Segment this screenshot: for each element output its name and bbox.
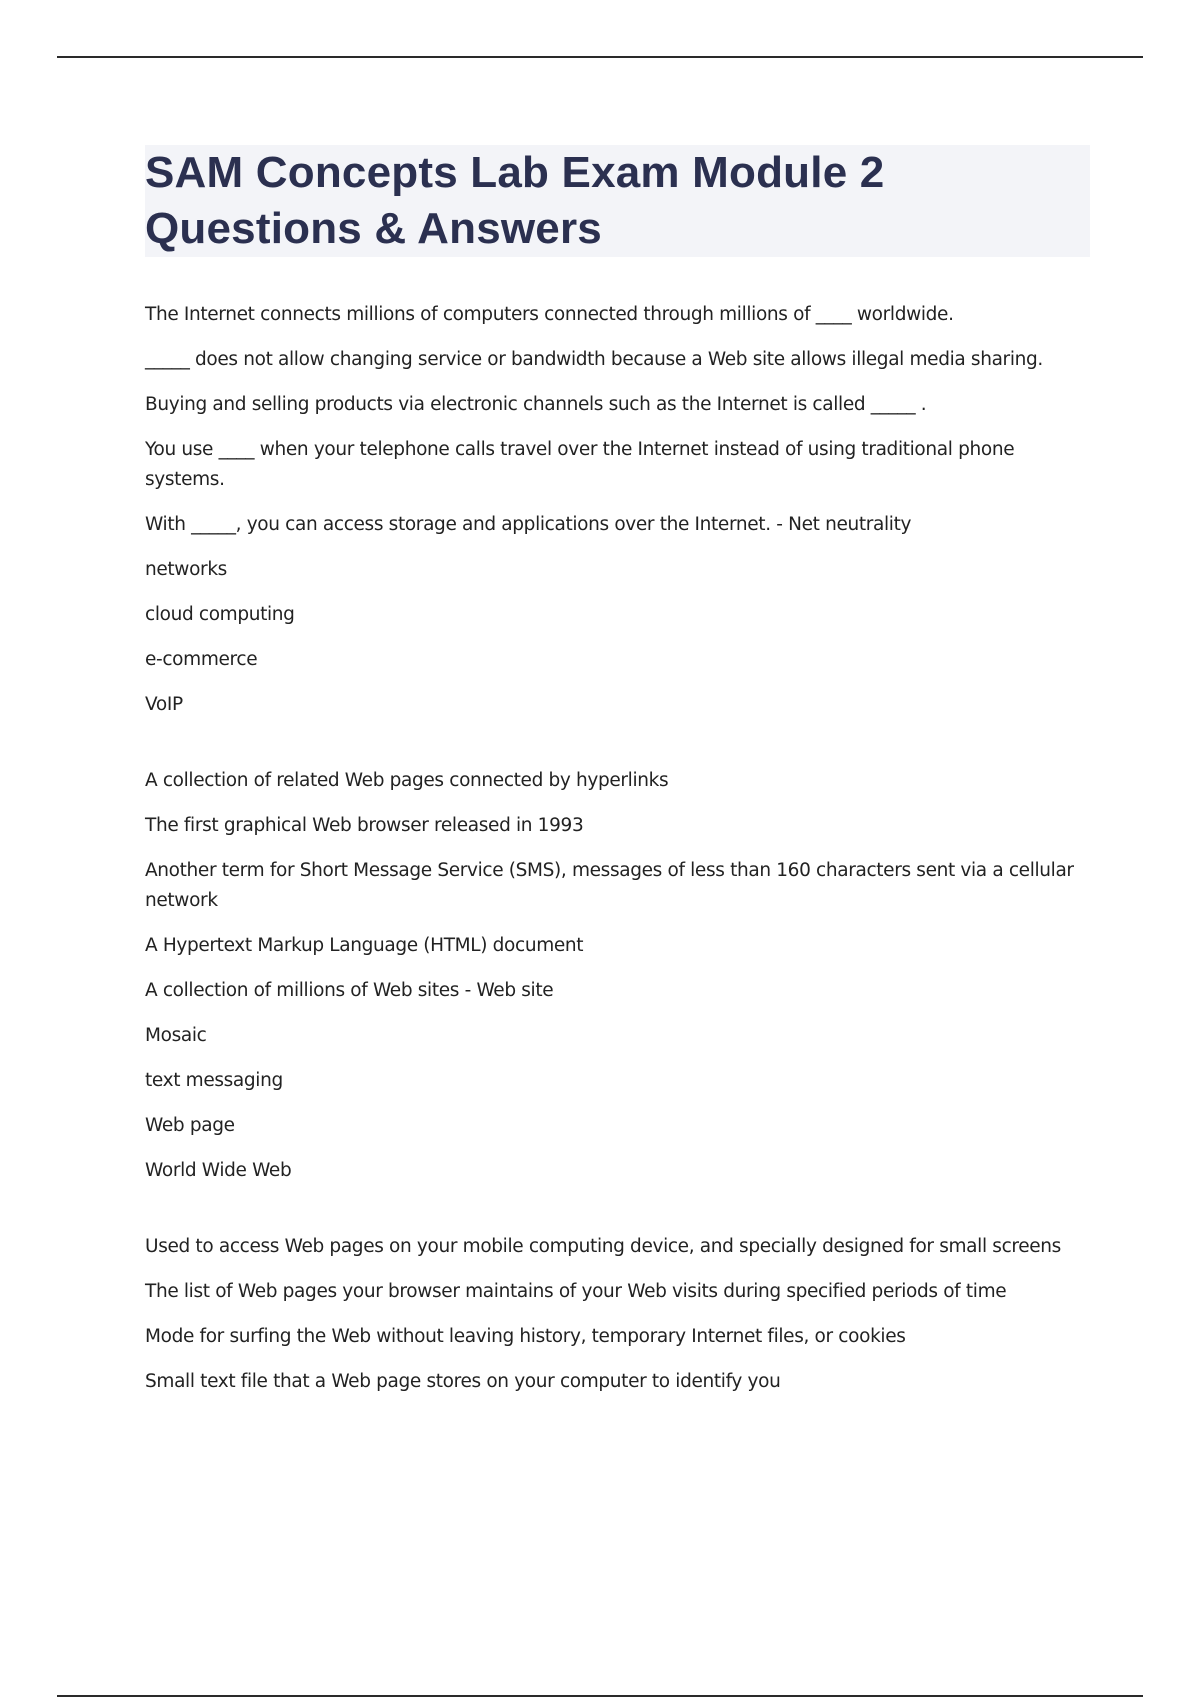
text-line: With _____, you can access storage and applications over the Internet. - Net neutrality xyxy=(145,514,912,535)
text-line: Mosaic xyxy=(145,1025,207,1046)
bottom-rule xyxy=(57,1695,1143,1697)
top-rule xyxy=(57,56,1143,58)
text-line: Mode for surfing the Web without leaving history, temporary Internet files, or cookies xyxy=(145,1326,906,1347)
text-line: Buying and selling products via electronic channels such as the Internet is called _____ . xyxy=(145,394,927,415)
text-line: A Hypertext Markup Language (HTML) document xyxy=(145,935,584,956)
text-line: Another term for Short Message Service (SMS), messages of less than 160 characters sent via a cellular network xyxy=(145,860,1074,911)
text-line: A collection of related Web pages connected by hyperlinks xyxy=(145,770,669,791)
page-title xyxy=(145,145,1090,257)
text-line: Used to access Web pages on your mobile computing device, and specially designed for small screens xyxy=(145,1236,1061,1257)
text-line: Web page xyxy=(145,1115,235,1136)
text-line: e-commerce xyxy=(145,649,258,670)
text-line: The Internet connects millions of computers connected through millions of ____ worldwide. xyxy=(145,304,954,325)
text-line: cloud computing xyxy=(145,604,295,625)
text-line: The first graphical Web browser released in 1993 xyxy=(145,815,584,836)
title-line-1: SAM Concepts Lab Exam Module 2 xyxy=(145,148,885,197)
qa-block-3 xyxy=(145,1232,1085,1397)
qa-block-1 xyxy=(145,300,1085,720)
text-line: The list of Web pages your browser maintains of your Web visits during specified periods of time xyxy=(145,1281,1007,1302)
text-line: World Wide Web xyxy=(145,1160,292,1181)
text-line: _____ does not allow changing service or bandwidth because a Web site allows illegal media sharing. xyxy=(145,349,1043,370)
qa-block-2 xyxy=(145,766,1085,1186)
text-line: Small text file that a Web page stores on your computer to identify you xyxy=(145,1371,781,1392)
text-line: You use ____ when your telephone calls travel over the Internet instead of using traditional phone systems. xyxy=(145,439,1015,490)
title-line-2: Questions & Answers xyxy=(145,204,602,253)
text-line: A collection of millions of Web sites - Web site xyxy=(145,980,554,1001)
text-line: text messaging xyxy=(145,1070,283,1091)
document-body xyxy=(145,300,1085,1412)
text-line: VoIP xyxy=(145,694,183,715)
text-line: networks xyxy=(145,559,227,580)
title-box xyxy=(145,145,1090,257)
